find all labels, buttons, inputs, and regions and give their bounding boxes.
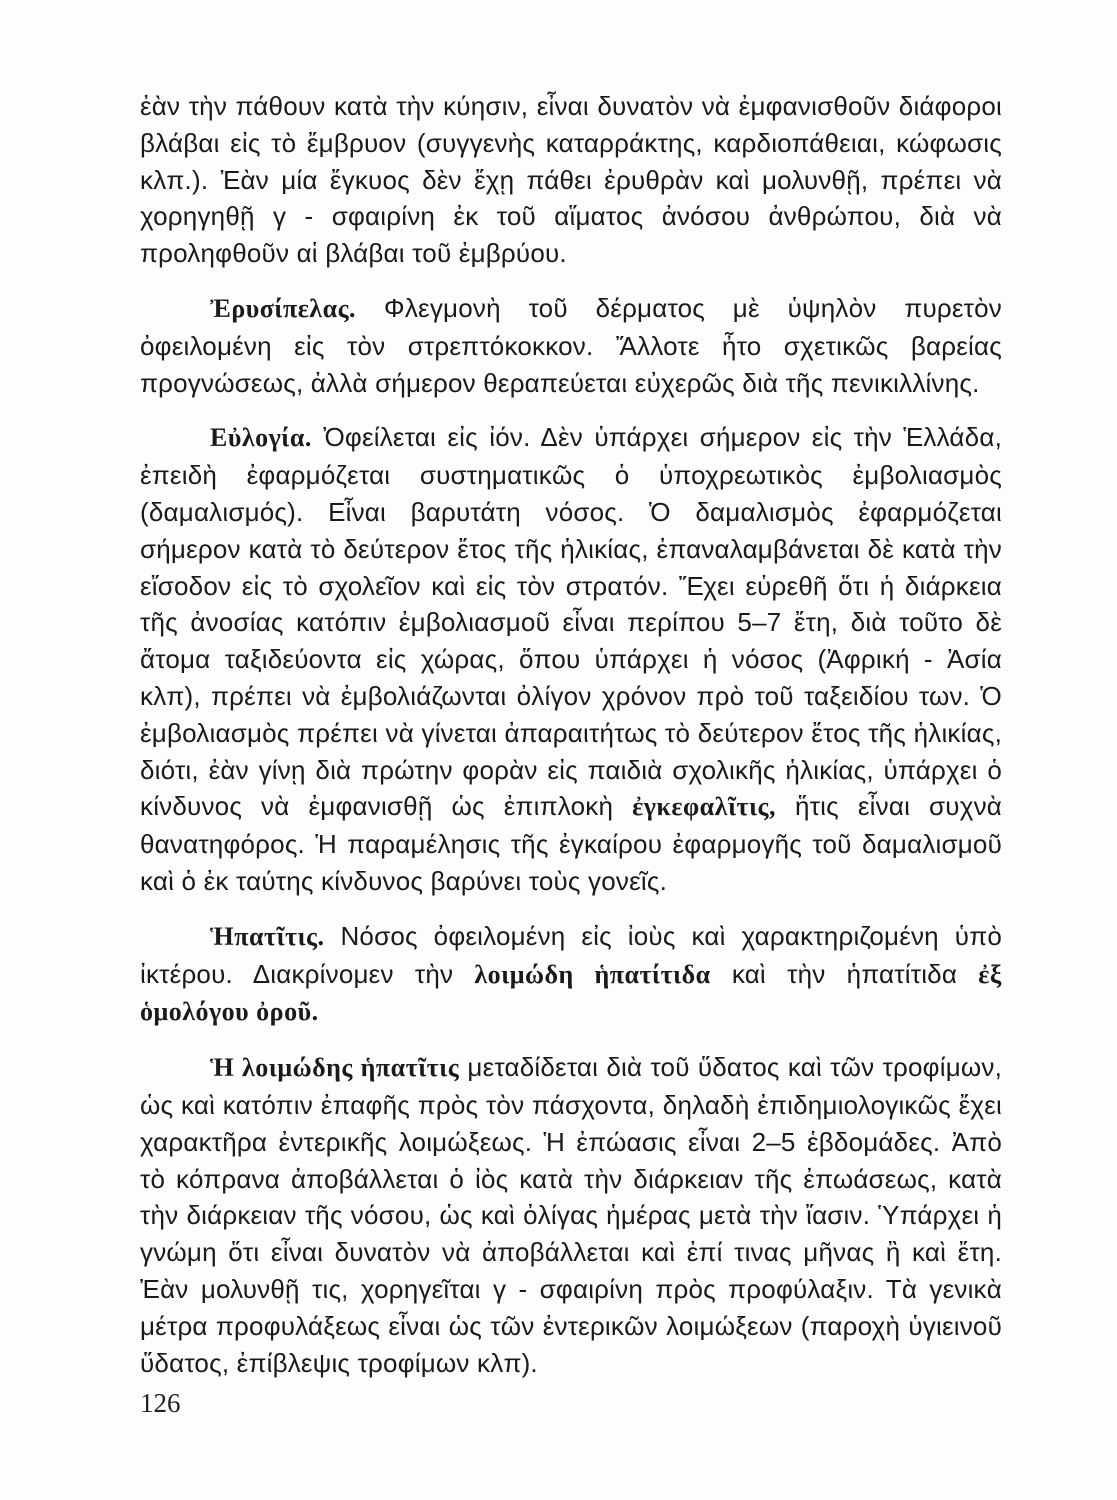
paragraph-text: ἐὰν τὴν πάθουν κατὰ τὴν κύησιν, εἶναι δυνατὸν νὰ ἐμφανισθοῦν διάφοροι βλάβαι εἰς τὸ ἔμβρυον (συγγενὴς καταρράκτης, καρδιοπάθειαι, κώφωσις κλπ.). Ἐὰν μία ἔγκυος δὲν ἔχῃ πάθει ἐρυθρὰν καὶ μολυνθῇ, πρέπει νὰ χορηγηθῇ γ - σφαιρίνη ἐκ τοῦ αἵματος ἀνόσου ἀνθρώπου, διὰ νὰ προληφθοῦν αἱ βλάβαι τοῦ ἐμβρύου.: [140, 91, 1002, 269]
paragraph-hepatitis: [140, 918, 1002, 1031]
paragraph-text: Ὀφείλεται εἰς ἰόν. Δὲν ὑπάρχει σήμερον εἰς τὴν Ἑλλάδα, ἐπειδὴ ἐφαρμόζεται συστηματικῶς ὁ ὑποχρεωτικὸς ἐμβολιασμὸς (δαμαλισμός). Εἶναι βαρυτάτη νόσος. Ὁ δαμαλισμὸς ἐφαρμόζεται σήμερον κατὰ τὸ δεύτερον ἔτος τῆς ἡλικίας, ἐπαναλαμβάνεται δὲ κατὰ τὴν εἴσοδον εἰς τὸ σχολεῖον καὶ εἰς τὸν στρατόν. Ἔχει εὑρεθῆ ὅτι ἡ διάρκεια τῆς ἀνοσίας κατόπιν ἐμβολιασμοῦ εἶναι περίπου 5–7 ἔτη, διὰ τοῦτο δὲ ἄτομα ταξιδεύοντα εἰς χώρας, ὅπου ὑπάρχει ἡ νόσος (Ἀφρική - Ἀσία κλπ), πρέπει νὰ ἐμβολιάζωνται ὀλίγον χρόνον πρὸ τοῦ ταξειδίου των. Ὁ ἐμβολιασμὸς πρέπει νὰ γίνεται ἀπαραιτήτως τὸ δεύτερον ἔτος τῆς ἡλικίας, διότι, ἐὰν γίνῃ διὰ πρώτην φορὰν εἰς παιδιὰ σχολικῆς ἡλικίας, ὑπάρχει ὁ κίνδυνος νὰ ἐμφανισθῇ ὡς ἐπιπλοκὴ: [140, 422, 1002, 822]
term-infectious-hepatitis: λοιμώδη ἡπατίτιδα: [474, 959, 711, 989]
term-erysipelas: Ἐρυσίπελας.: [210, 293, 357, 323]
term-hepatitis: Ἡπατῖτις.: [210, 921, 325, 951]
paragraph-smallpox: [140, 419, 1002, 899]
paragraph-rubella-continued: [140, 88, 1002, 272]
term-serum-hepatitis: ἐξ ὁμολόγου ὀροῦ.: [140, 959, 1002, 1027]
paragraph-infectious-hepatitis: [140, 1049, 1002, 1381]
term-encephalitis: ἐγκεφαλῖτις,: [632, 792, 777, 822]
paragraph-text: ἥτις εἶναι συχνὰ θανατηφόρος. Ἡ παραμέλησις τῆς ἐγκαίρου ἐφαρμογῆς τοῦ δαμαλισμοῦ καὶ ὁ ἐκ ταύτης κίνδυνος βαρύνει τοὺς γονεῖς.: [140, 791, 1002, 896]
paragraph-text: Νόσος ὀφειλομένη εἰς ἰοὺς καὶ χαρακτηριζομένη ὑπὸ ἰκτέρου. Διακρίνομεν τὴν: [140, 920, 1002, 989]
paragraph-text: μεταδίδεται διὰ τοῦ ὕδατος καὶ τῶν τροφίμων, ὡς καὶ κατόπιν ἐπαφῆς πρὸς τὸν πάσχοντα, δηλαδὴ ἐπιδημιολογικῶς ἔχει χαρακτῆρα ἐντερικῆς λοιμώξεως. Ἡ ἐπώασις εἶναι 2–5 ἑβδομάδες. Ἀπὸ τὸ κόπρανα ἀποβάλλεται ὁ ἰὸς κατὰ τὴν διάρκειαν τῆς ἐπωάσεως, κατὰ τὴν διάρκειαν τῆς νόσου, ὡς καὶ ὀλίγας ἡμέρας μετὰ τὴν ἴασιν. Ὑπάρχει ἡ γνώμη ὅτι εἶναι δυνατὸν νὰ ἀποβάλλεται καὶ ἐπί τινας μῆνας ἢ καὶ ἔτη. Ἐὰν μολυνθῇ τις, χορηγεῖται γ - σφαιρίνη πρὸς προφύλαξιν. Τὰ γενικὰ μέτρα προφυλάξεως εἶναι ὡς τῶν ἐντερικῶν λοιμώξεων (παροχὴ ὑγιεινοῦ ὕδατος, ἐπίβλεψις τροφίμων κλπ).: [140, 1052, 1002, 1378]
page-number: 126: [140, 1388, 181, 1418]
paragraph-text: καὶ τὴν ἡπατίτιδα: [710, 958, 979, 989]
term-smallpox: Εὐλογία.: [210, 423, 312, 453]
term-infectious-hepatitis-heading: Ἡ λοιμώδης ἡπατῖτις: [210, 1053, 460, 1083]
paragraph-erysipelas: [140, 290, 1002, 401]
paragraph-text: Φλεγμονὴ τοῦ δέρματος μὲ ὑψηλὸν πυρετὸν ὀφειλομένη εἰς τὸν στρεπτόκοκκον. Ἄλλοτε ἦτο σχετικῶς βαρείας προγνώσεως, ἀλλὰ σήμερον θεραπεύεται εὐχερῶς διὰ τῆς πενικιλλίνης.: [140, 292, 1002, 398]
body-text: [140, 88, 1002, 1399]
